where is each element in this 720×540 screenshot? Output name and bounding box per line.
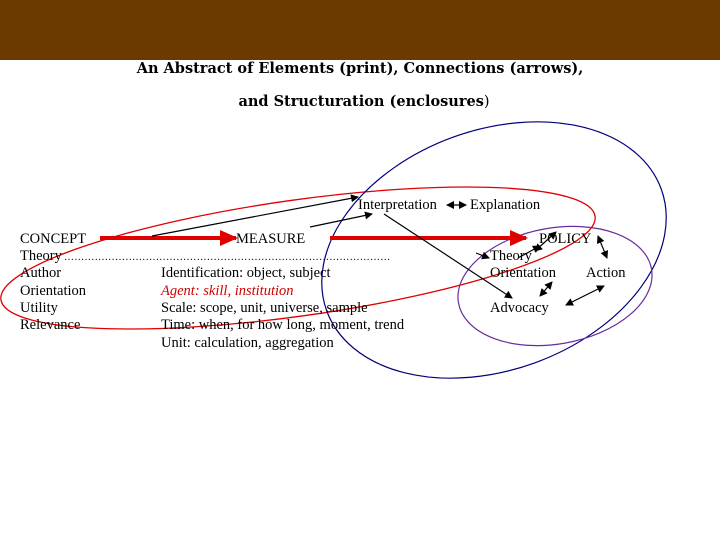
policy-item-advocacy: Advocacy — [490, 300, 549, 316]
explanation-label: Explanation — [470, 197, 541, 213]
measure-item-scale: Scale: scope, unit, universe, sample — [161, 300, 368, 316]
measure-heading: MEASURE — [236, 231, 306, 247]
measure-item-identification: Identification: object, subject — [161, 265, 331, 281]
policy-item-theory: Theory — [490, 248, 532, 264]
arrow-action-advocacy — [566, 286, 604, 305]
arrow-orientation-advocacy — [540, 282, 552, 296]
measure-item-unit: Unit: calculation, aggregation — [161, 335, 334, 351]
policy-item-action: Action — [586, 265, 626, 281]
diagram-title-line-2-main: and Structuration (enclosures — [238, 93, 484, 110]
arrow-measure-to-interpretation — [310, 214, 372, 227]
concept-item-orientation: Orientation — [20, 283, 87, 299]
arrow-action-policy — [598, 236, 607, 258]
dotted-theory-connector: …………………………………………………………………………………… — [64, 252, 391, 263]
diagram-title-line-2-close: ) — [483, 94, 490, 110]
concept-item-relevance: Relevance — [20, 317, 81, 333]
concept-item-theory: Theory — [20, 248, 62, 264]
measure-item-time: Time: when, for how long, moment, trend — [161, 317, 405, 333]
interpretation-label: Interpretation — [358, 197, 437, 213]
concept-heading: CONCEPT — [20, 231, 87, 247]
concept-item-author: Author — [20, 265, 62, 281]
measure-item-agent: Agent: skill, institution — [161, 283, 294, 299]
concept-item-utility: Utility — [20, 300, 58, 316]
policy-item-orientation: Orientation — [490, 265, 557, 281]
diagram-title-line-1: An Abstract of Elements (print), Connections (arrows), — [136, 60, 584, 77]
policy-heading: POLICY — [539, 231, 592, 247]
